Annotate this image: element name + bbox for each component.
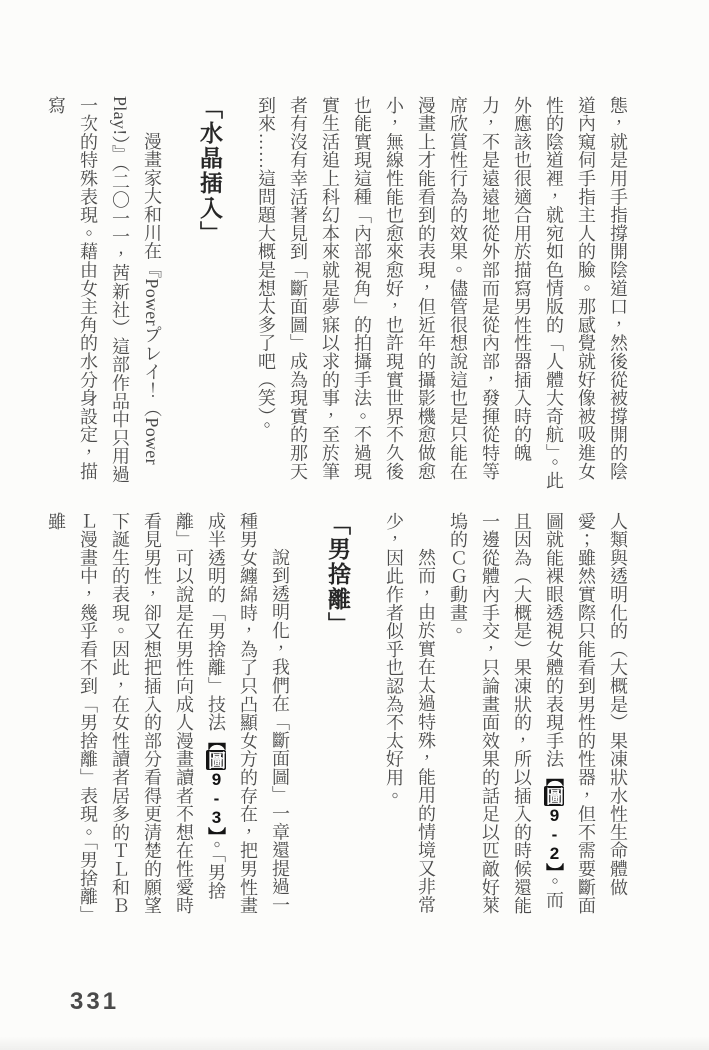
figure-reference-text: 9-2 [545, 806, 564, 864]
figure-reference [544, 768, 564, 872]
figure-reference-text: 【 [206, 731, 226, 750]
figure-reference-text: 【 [544, 768, 564, 787]
paragraph: 人類與透明化的（大概是）果凍狀水性生命體做愛；雖然實際只能看到男性的性器，但不需要斷面圖就能裸眼透視女體的表現手法【圖9-2】。而且因為（大概是）果凍狀的，所以插入的時候還能一邊從體內手交，只論畫面效果的話足以匹敵好萊塢的ＣＧ動畫。 [448, 512, 628, 915]
paragraph: 然而，由於實在太過特殊，能用的情境又非常少，因此作者似乎也認為不太好用。 [384, 512, 436, 914]
figure-reference-text: 9-3 [207, 769, 226, 827]
figure-icon: 圖 [544, 787, 564, 806]
section-heading-male-decluttering: 「男捨離」 [325, 512, 350, 637]
paragraph: 漫畫家大和川在『Powerプレイ！（Power Play!）』（二〇一一，茜新社）這部作品中只用過一次的特殊表現。藉由女主角的水分身設定，描寫 [46, 96, 162, 484]
paragraph: 說到透明化，我們在「斷面圖」一章還提過一種男女纏綿時，為了只凸顯女方的存在，把男性畫成半透明的「男捨離」技法【圖9-3】。「男捨離」可以說是在男性向成人漫畫讀者不想在性愛時看見男性，卻又想把插入的部分看得更清楚的願望下誕生的表現。因此，在女性讀者居多的ＴＬ和ＢＬ漫畫中，幾乎看不到「男捨離」表現。「男捨離」雖 [46, 512, 290, 915]
section-heading-crystal-insertion: 「水晶插入」 [197, 96, 222, 246]
figure-reference-text: 】 [206, 826, 226, 836]
page-number: 331 [70, 988, 120, 1015]
figure-reference-text: 】 [544, 863, 564, 873]
figure-icon: 圖 [206, 750, 226, 769]
top-text-band [40, 96, 634, 496]
figure-reference [206, 732, 226, 836]
bottom-text-band [40, 512, 634, 916]
paragraph: 態，就是用手指撐開陰道口，然後從被撐開的陰道內窺伺手指主人的臉。那感覺就好像被吸進女性的陰道裡，就宛如色情版的「人體大奇航」。此外應該也很適合用於描寫男性性器插入時的魄力，不是遠遠地從外部而是從內部，發揮從特等席欣賞性行為的效果。儘管很想說這也是只能在漫畫上才能看到的表現，但近年的攝影機愈做愈小，無線性能也愈來愈好，也許現實世界不久後也能實現這種「內部視角」的拍攝手法。不過現實生活追上科幻本來就是夢寐以求的事，至於筆者有沒有幸活著見到「斷面圖」成為現實的那天到來……這問題大概是想太多了吧（笑）。 [256, 96, 628, 490]
